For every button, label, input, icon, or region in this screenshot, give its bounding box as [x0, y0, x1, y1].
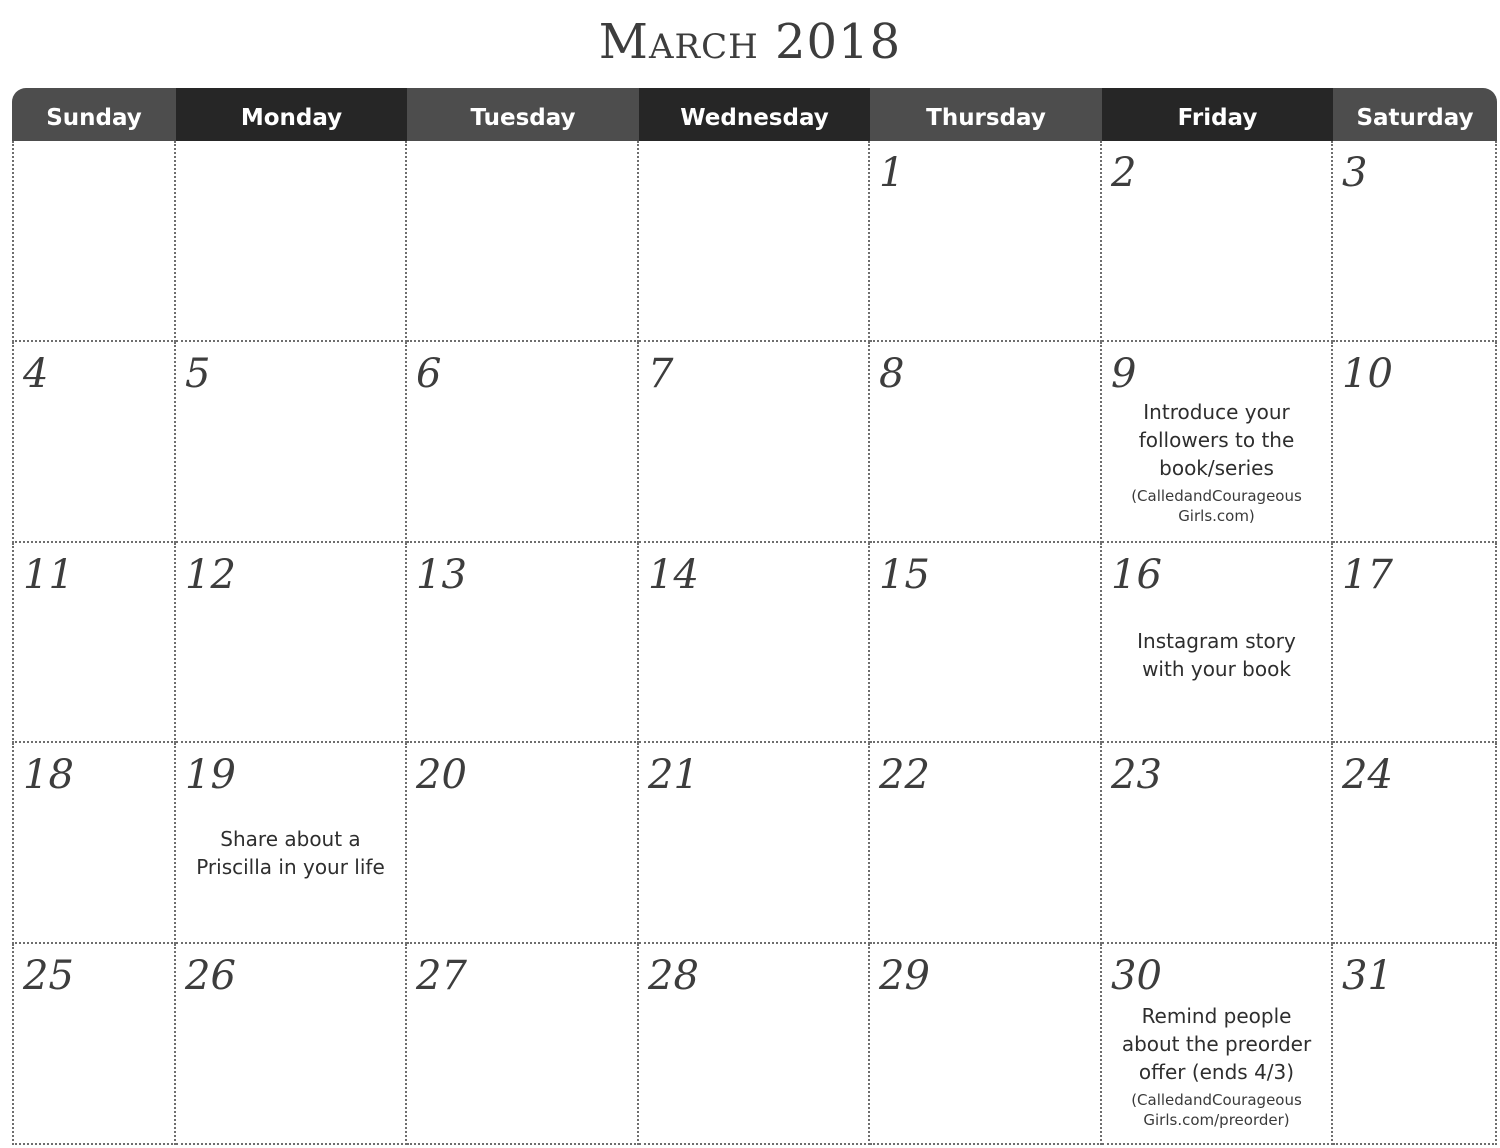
- date-number: 17: [1342, 551, 1393, 598]
- calendar-title: March 2018: [598, 14, 902, 70]
- day-cell-22[interactable]: [870, 743, 1102, 944]
- event-note: [1102, 486, 1331, 526]
- event-note-line: Girls.com): [1178, 506, 1255, 525]
- day-cell-23[interactable]: [1102, 743, 1333, 944]
- day-cell-4[interactable]: [12, 342, 176, 543]
- date-number: 4: [23, 350, 49, 397]
- day-cell-28[interactable]: [639, 944, 870, 1145]
- day-cell-21[interactable]: [639, 743, 870, 944]
- date-number: 12: [185, 551, 236, 598]
- day-cell-24[interactable]: [1333, 743, 1497, 944]
- date-number: 15: [879, 551, 930, 598]
- date-number: 13: [416, 551, 467, 598]
- event-note-line: (CalledandCourageous: [1131, 486, 1302, 505]
- day-cell-11[interactable]: [12, 543, 176, 744]
- event-note-line: (CalledandCourageous: [1131, 1091, 1302, 1110]
- date-number: 29: [879, 953, 930, 1000]
- event-note-line: Girls.com/preorder): [1143, 1111, 1290, 1130]
- day-cell-20[interactable]: [407, 743, 639, 944]
- date-number: 28: [648, 953, 699, 1000]
- day-cell-12[interactable]: [176, 543, 407, 744]
- date-number: 3: [1342, 150, 1368, 196]
- event-text-line: offer (ends 4/3): [1138, 1060, 1295, 1085]
- weekday-header-row: [12, 88, 1497, 141]
- date-number: 26: [185, 953, 236, 1000]
- date-number: 14: [648, 551, 699, 598]
- day-cell-9[interactable]: [1102, 342, 1333, 543]
- date-number: 2: [1111, 150, 1137, 196]
- date-number: 10: [1342, 350, 1393, 397]
- date-number: 27: [416, 953, 467, 1000]
- event-16: [1102, 627, 1331, 683]
- date-number: 7: [648, 350, 674, 397]
- day-cell-3[interactable]: [1333, 141, 1497, 342]
- day-cell-empty[interactable]: [407, 141, 639, 342]
- day-cell-6[interactable]: [407, 342, 639, 543]
- day-cell-26[interactable]: [176, 944, 407, 1145]
- date-number: 22: [879, 752, 930, 799]
- day-cell-empty[interactable]: [12, 141, 176, 342]
- day-cell-27[interactable]: [407, 944, 639, 1145]
- date-number: 19: [185, 752, 236, 799]
- date-number: 24: [1342, 752, 1393, 799]
- date-number: 20: [416, 752, 467, 799]
- day-cell-30[interactable]: [1102, 944, 1333, 1145]
- date-number: 11: [23, 551, 74, 598]
- event-text-line: Instagram story: [1137, 628, 1296, 653]
- day-cell-empty[interactable]: [176, 141, 407, 342]
- month-calendar: [12, 88, 1497, 1145]
- date-number: 5: [185, 350, 211, 397]
- day-cell-16[interactable]: [1102, 543, 1333, 744]
- day-cell-15[interactable]: [870, 543, 1102, 744]
- day-cell-19[interactable]: [176, 743, 407, 944]
- day-cell-1[interactable]: [870, 141, 1102, 342]
- date-number: 31: [1342, 953, 1393, 1000]
- weekday-header-saturday: Saturday: [1333, 88, 1497, 141]
- event-19: [176, 825, 405, 881]
- weekday-header-wednesday: Wednesday: [639, 88, 870, 141]
- event-note: [1102, 1090, 1331, 1130]
- calendar-grid: [12, 141, 1497, 1145]
- date-number: 30: [1111, 953, 1162, 1000]
- event-text-line: Priscilla in your life: [196, 855, 385, 880]
- event-text-line: about the preorder: [1121, 1032, 1312, 1057]
- date-number: 18: [23, 752, 74, 799]
- weekday-header-monday: Monday: [176, 88, 407, 141]
- date-number: 6: [416, 350, 442, 397]
- day-cell-13[interactable]: [407, 543, 639, 744]
- day-cell-2[interactable]: [1102, 141, 1333, 342]
- day-cell-5[interactable]: [176, 342, 407, 543]
- event-text-line: Remind people: [1141, 1004, 1292, 1029]
- date-number: 1: [879, 150, 905, 196]
- date-number: 8: [879, 350, 905, 397]
- weekday-header-tuesday: Tuesday: [407, 88, 639, 141]
- date-number: 23: [1111, 752, 1162, 799]
- day-cell-29[interactable]: [870, 944, 1102, 1145]
- day-cell-31[interactable]: [1333, 944, 1497, 1145]
- date-number: 21: [648, 752, 699, 799]
- event-text-line: Share about a: [220, 827, 361, 852]
- date-number: 9: [1111, 350, 1137, 397]
- day-cell-empty[interactable]: [639, 141, 870, 342]
- weekday-header-sunday: Sunday: [12, 88, 176, 141]
- weekday-header-friday: Friday: [1102, 88, 1333, 141]
- date-number: 16: [1111, 551, 1162, 598]
- weekday-header-thursday: Thursday: [870, 88, 1102, 141]
- event-text-line: with your book: [1142, 656, 1291, 681]
- event-text-line: followers to the: [1138, 427, 1295, 452]
- day-cell-10[interactable]: [1333, 342, 1497, 543]
- day-cell-14[interactable]: [639, 543, 870, 744]
- event-text-line: book/series: [1159, 455, 1274, 480]
- event-9: [1102, 398, 1331, 526]
- event-text-line: Introduce your: [1143, 399, 1290, 424]
- day-cell-8[interactable]: [870, 342, 1102, 543]
- day-cell-18[interactable]: [12, 743, 176, 944]
- day-cell-25[interactable]: [12, 944, 176, 1145]
- day-cell-7[interactable]: [639, 342, 870, 543]
- date-number: 25: [23, 953, 74, 1000]
- event-30: [1102, 1002, 1331, 1130]
- day-cell-17[interactable]: [1333, 543, 1497, 744]
